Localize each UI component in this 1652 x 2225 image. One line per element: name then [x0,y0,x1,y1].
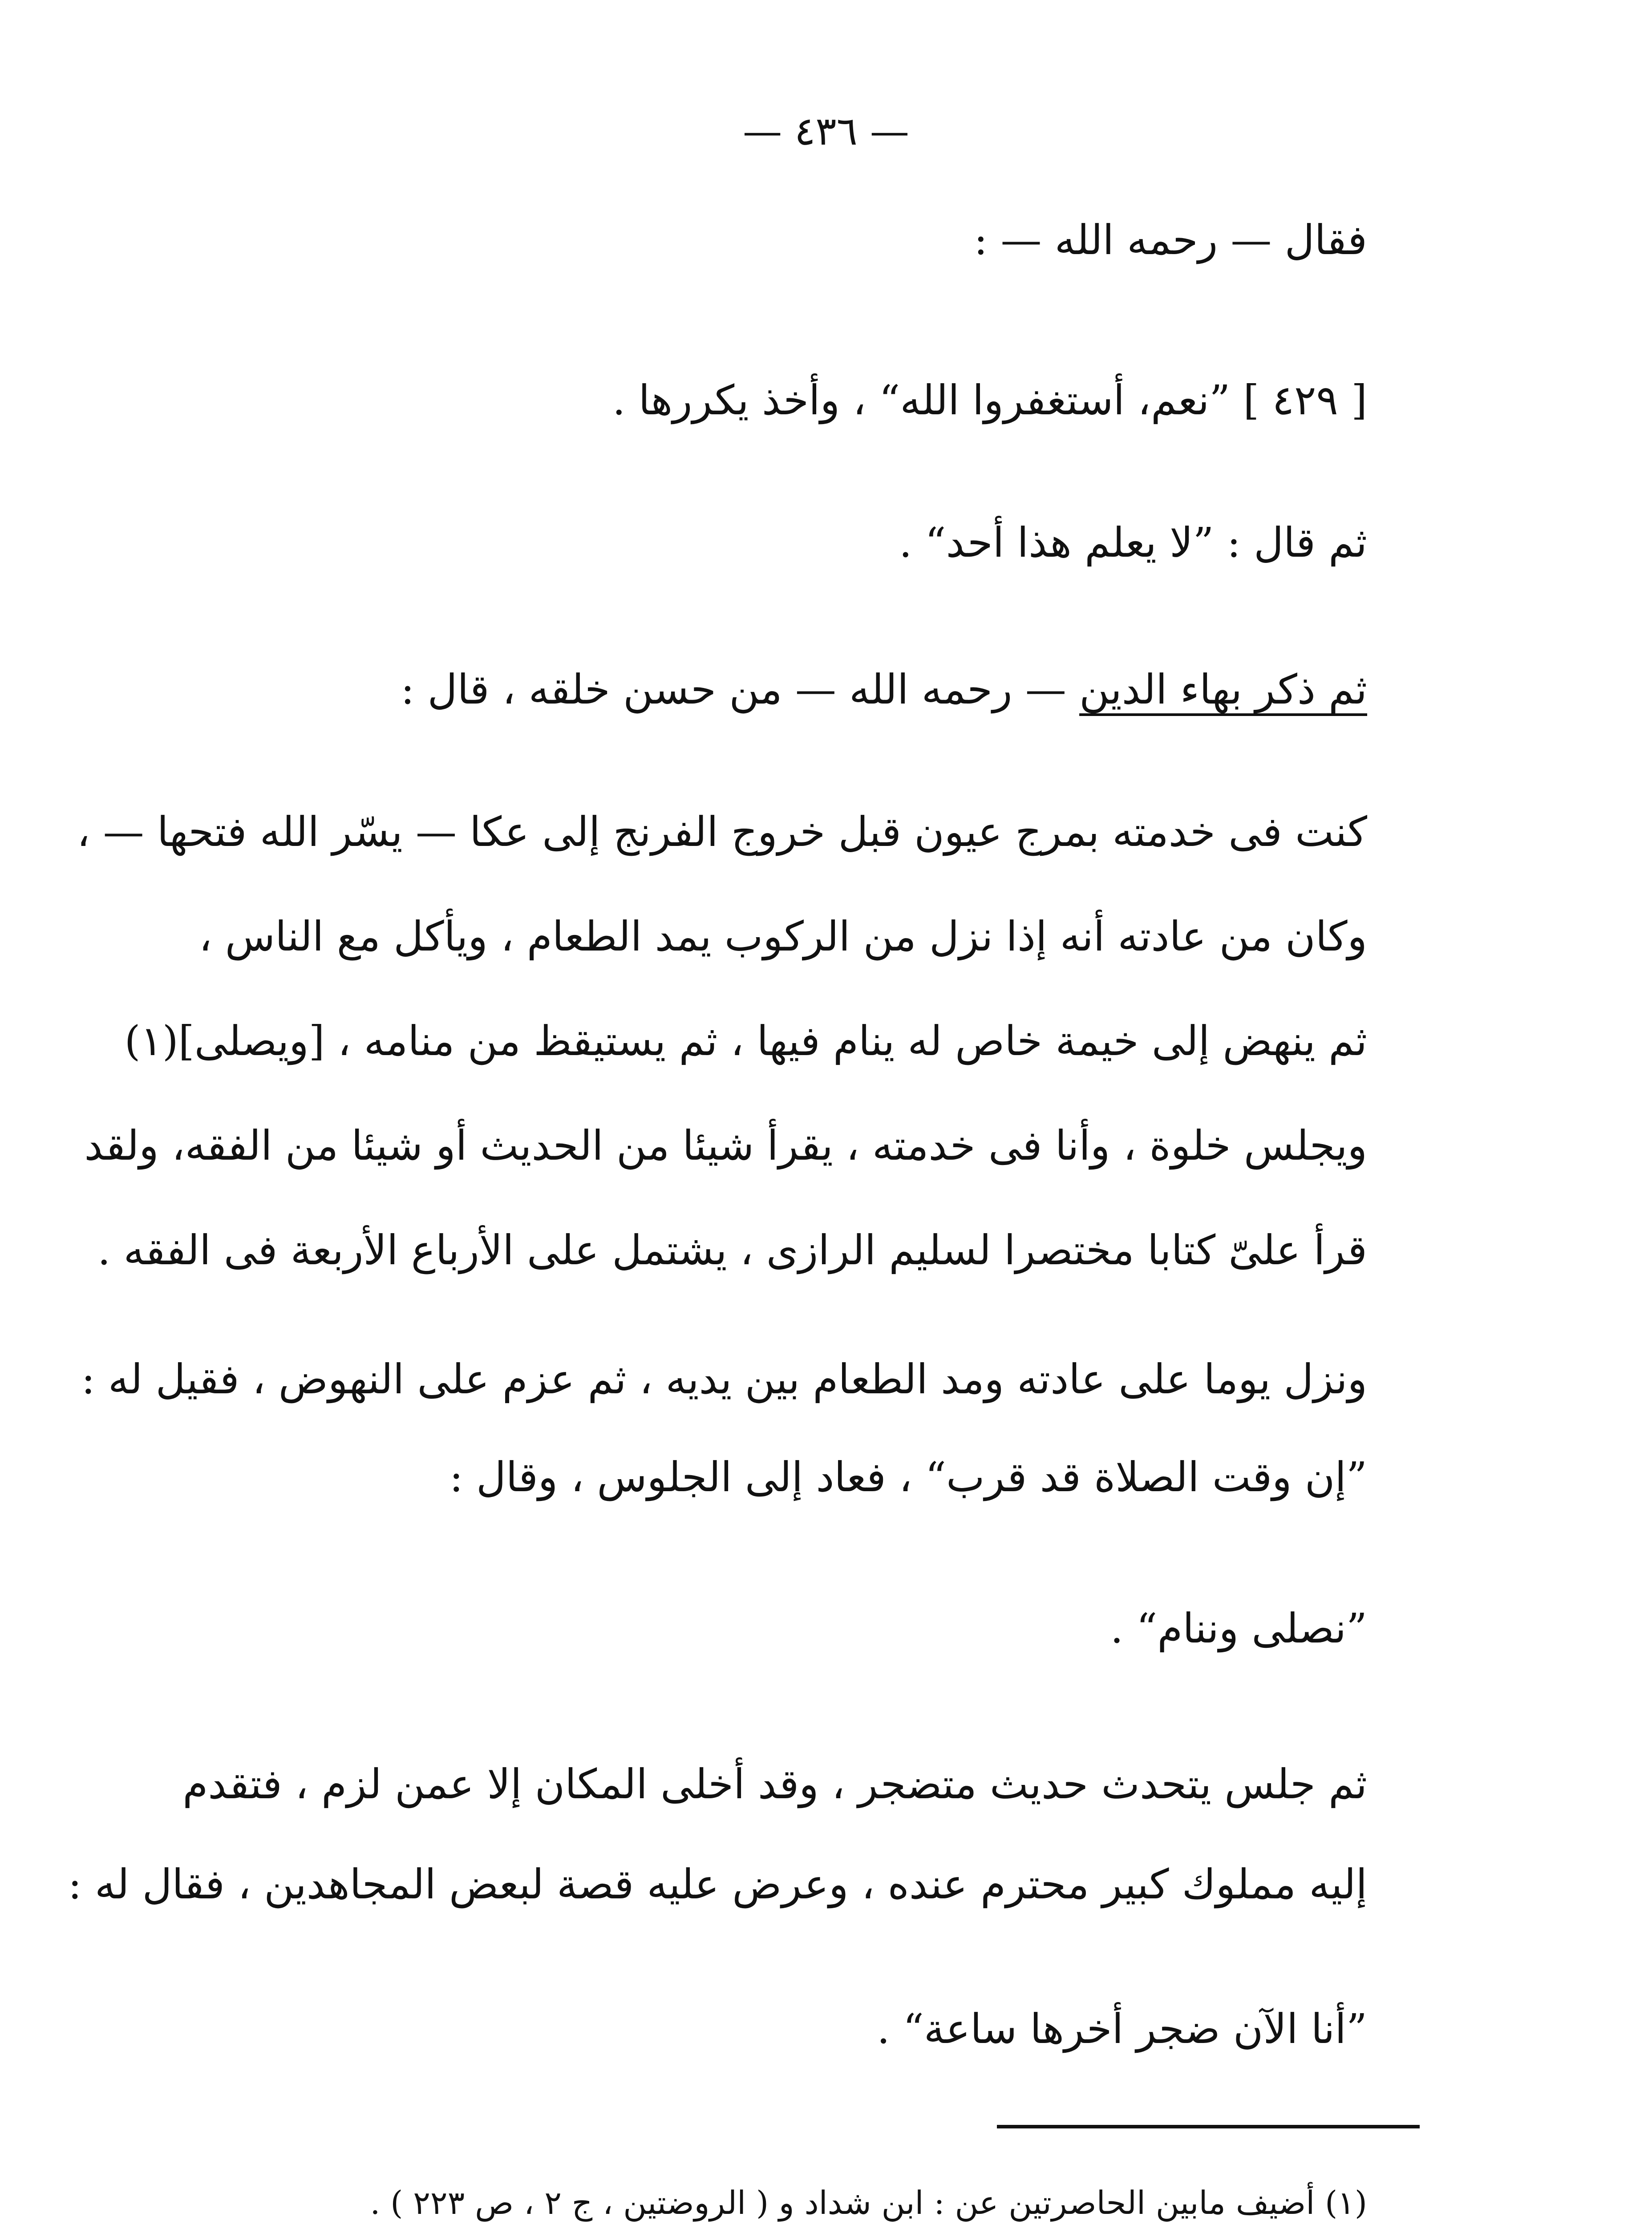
quote-tired: ”أنا الآن ضجر أخرها ساعة“ . [877,2005,1367,2053]
footnote-text: (١) أضيف مابين الحاصرتين عن : ابن شداد و ( الروضتين ، ج ٢ ، ص ٢٢٣ ) . [370,2184,1367,2221]
paragraph-baha-al-din-rest: — رحمه الله — من حسن خلقه ، قال : [401,666,1080,713]
text-line: ثم ينهض إلى خيمة خاص له ينام فيها ، ثم يستيقظ من منامه ، [ويصلى](١) [124,1017,1367,1065]
text-line: وكان من عادته أنه إذا نزل من الركوب يمد الطعام ، ويأكل مع الناس ، [198,913,1367,960]
text-line: ونزل يوما على عادته ومد الطعام بين يديه ، ثم عزم على النهوض ، فقيل له : [81,1355,1367,1403]
quote-no-one-knows: ثم قال : ”لا يعلم هذا أحد“ . [899,519,1367,566]
footnote-divider [997,2125,1420,2128]
underlined-name: ثم ذكر بهاء الدين [1079,666,1367,713]
text-line: إليه مملوك كبير محترم عنده ، وعرض عليه قصة لبعض المجاهدين ، فقال له : [68,1861,1367,1908]
paragraph-intro: فقال — رحمه الله — : [974,216,1367,264]
quote-429: [ ٤٢٩ ] ”نعم، أستغفروا الله“ ، وأخذ يكررها . [612,376,1367,424]
text-line: قرأ علىّ كتابا مختصرا لسليم الرازى ، يشتمل على الأرباع الأربعة فى الفقه . [97,1226,1367,1274]
text-line: كنت فى خدمته بمرج عيون قبل خروج الفرنج إلى عكا — يسّر الله فتحها — ، [77,808,1367,856]
text-line: ويجلس خلوة ، وأنا فى خدمته ، يقرأ شيئا من الحديث أو شيئا من الفقه، ولقد [84,1122,1367,1169]
text-line: ”إن وقت الصلاة قد قرب“ ، فعاد إلى الجلوس ، وقال : [449,1453,1367,1501]
page-number: — ٤٣٦ — [743,108,909,154]
quote-pray-and-sleep: ”نصلى وننام“ . [1110,1605,1367,1652]
text-line: ثم جلس يتحدث حديث متضجر ، وقد أخلى المكان إلا عمن لزم ، فتقدم [182,1760,1367,1808]
paragraph-baha-al-din [401,663,1367,716]
